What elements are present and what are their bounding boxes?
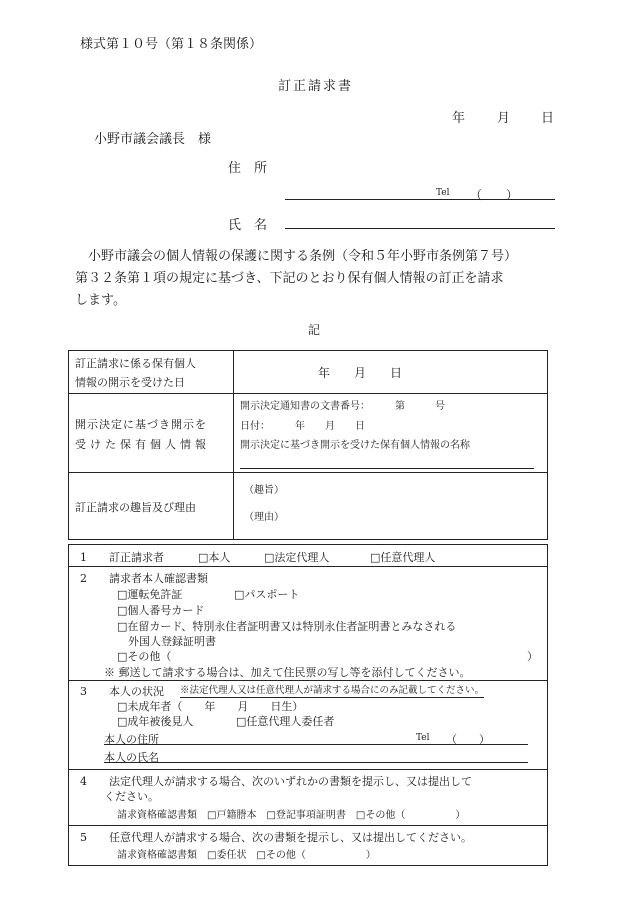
- row3-label: 訂正請求の趣旨及び理由: [75, 501, 196, 514]
- principal-status-label: 3 本人の状況: [80, 685, 164, 698]
- principal-tel-parens: （ ）: [446, 733, 490, 746]
- addressee: 小野市議会議長 様: [94, 132, 212, 147]
- document-title: 訂正請求書: [278, 79, 354, 94]
- section-separator: [68, 769, 548, 770]
- date-month: 月: [497, 111, 511, 126]
- name-line[interactable]: [285, 228, 555, 229]
- voluntary-agent-docs-options[interactable]: 請求資格確認書類 □委任状 □その他（ ）: [117, 850, 376, 861]
- address-label: 住 所: [228, 161, 268, 176]
- section-separator: [68, 825, 548, 826]
- date-year: 年: [452, 111, 466, 126]
- row1-label-2: 情報の開示を受けた日: [75, 376, 185, 389]
- principal-address-label: 本人の住所: [104, 733, 159, 746]
- principal-status-note: ※法定代理人又は任意代理人が請求する場合にのみ記載してください。: [180, 685, 485, 696]
- residence-card-checkbox[interactable]: □在留カード、特別永住者証明書又は特別永住者証明書とみなされる: [117, 620, 457, 633]
- legal-agent-instruction: 4 法定代理人が請求する場合、次のいずれかの書類を提示し、又は提出して: [80, 775, 472, 788]
- name-label: 氏 名: [228, 218, 268, 233]
- row1-label-1: 訂正請求に係る保有個人: [75, 357, 196, 370]
- address-line[interactable]: [285, 199, 555, 200]
- principal-name-label: 本人の氏名: [104, 751, 159, 764]
- drivers-license-checkbox[interactable]: □運転免許証: [117, 588, 183, 601]
- requester-self-checkbox[interactable]: □本人: [198, 551, 231, 564]
- section-separator: [68, 566, 548, 567]
- my-number-card-checkbox[interactable]: □個人番号カード: [117, 604, 205, 617]
- row2-label-1: 開示決定に基づき開示を: [75, 418, 207, 431]
- disclosure-decision-date[interactable]: 日付： 年 月 日: [240, 421, 365, 432]
- requester-voluntary-agent-checkbox[interactable]: □任意代理人: [370, 551, 436, 564]
- voluntary-delegator-checkbox[interactable]: □任意代理人委任者: [236, 715, 335, 728]
- other-doc-close-paren: ）: [527, 650, 538, 663]
- passport-checkbox[interactable]: □パスポート: [234, 588, 300, 601]
- mail-note: ※ 郵送して請求する場合は、加えて住民票の写し等を添付してください。: [104, 666, 471, 679]
- other-doc-checkbox[interactable]: □その他（: [117, 650, 172, 663]
- reason-label[interactable]: （理由）: [244, 512, 284, 523]
- intro-line-1: 小野市議会の個人情報の保護に関する条例（令和５年小野市条例第７号）: [75, 249, 518, 264]
- info-name-line[interactable]: [240, 468, 534, 469]
- id-docs-label: 2 請求者本人確認書類: [80, 572, 208, 585]
- intro-line-3: します。: [75, 293, 126, 308]
- table-row-separator: [68, 393, 548, 394]
- info-name-label: 開示決定に基づき開示を受けた保有個人情報の名称: [240, 440, 470, 451]
- foreigner-registration-text: 外国人登録証明書: [128, 635, 216, 648]
- legal-agent-docs-options[interactable]: 請求資格確認書類 □戸籍謄本 □登記事項証明書 □その他（ ）: [117, 810, 466, 821]
- tel-label: Tel: [436, 188, 450, 198]
- intro-line-2: 第３２条第１項の規定に基づき、下記のとおり保有個人情報の訂正を請求: [75, 271, 504, 286]
- minor-checkbox[interactable]: □未成年者（ 年 月 日生）: [117, 700, 304, 713]
- row2-label-2: 受けた保有個人情報: [75, 438, 210, 451]
- document-number[interactable]: 開示決定通知書の文書番号： 第 号: [240, 401, 445, 412]
- voluntary-agent-instruction: 5 任意代理人が請求する場合、次の書類を提示し、又は提出してください。: [80, 831, 472, 844]
- principal-tel-label: Tel: [416, 733, 430, 743]
- requester-legal-agent-checkbox[interactable]: □法定代理人: [264, 551, 330, 564]
- tel-parens: （ ）: [470, 188, 519, 202]
- principal-name-line[interactable]: [104, 762, 528, 763]
- table-row-separator: [68, 472, 548, 473]
- ki-heading: 記: [308, 323, 321, 337]
- disclosure-date[interactable]: 年 月 日: [318, 366, 403, 380]
- legal-agent-instruction-cont: ください。: [104, 790, 159, 803]
- table-divider: [233, 350, 234, 540]
- adult-ward-checkbox[interactable]: □成年被後見人: [117, 715, 194, 728]
- requester-label: 1 訂正請求者: [80, 551, 164, 564]
- date-day: 日: [541, 111, 555, 126]
- section-separator: [68, 680, 548, 681]
- form-number: 様式第１０号（第１８条関係）: [80, 37, 263, 52]
- principal-address-line[interactable]: [104, 744, 528, 745]
- purpose-label[interactable]: （趣旨）: [244, 485, 284, 496]
